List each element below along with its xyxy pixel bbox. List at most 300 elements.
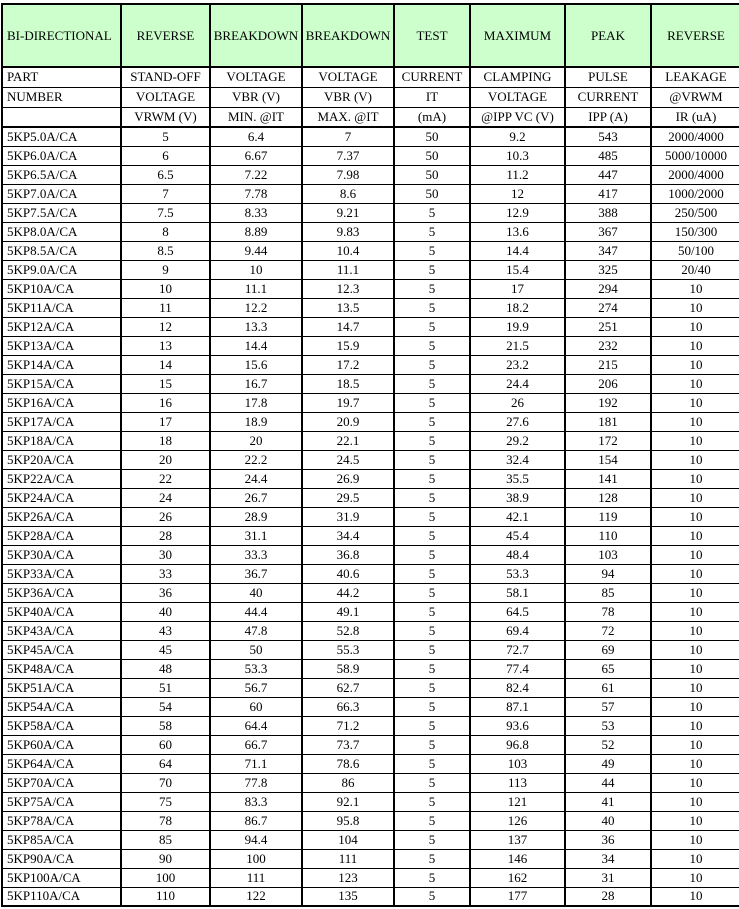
reverse-leakage-cell: 250/500: [651, 203, 739, 222]
peak-pulse-current-cell: 215: [565, 355, 651, 374]
stand-off-voltage-header: REVERSE: [121, 4, 210, 67]
peak-pulse-current-cell: 543: [565, 127, 651, 146]
peak-pulse-current-cell: 447: [565, 165, 651, 184]
peak-pulse-current-cell: 94: [565, 564, 651, 583]
vbr-min-cell: 13.3: [210, 317, 302, 336]
vbr-min-cell: 10: [210, 260, 302, 279]
stand-off-voltage-cell: 7.5: [121, 203, 210, 222]
vbr-max-header: BREAKDOWN: [302, 4, 394, 67]
clamping-voltage-cell: 82.4: [470, 678, 565, 697]
vbr-max-cell: 62.7: [302, 678, 394, 697]
stand-off-voltage-cell: 28: [121, 526, 210, 545]
clamping-voltage-cell: 38.9: [470, 488, 565, 507]
reverse-leakage-cell: 10: [651, 336, 739, 355]
vbr-min-cell: 64.4: [210, 716, 302, 735]
table-row: [2, 564, 739, 583]
reverse-leakage-cell: 10: [651, 431, 739, 450]
reverse-leakage-cell: 10: [651, 355, 739, 374]
reverse-leakage-cell: 1000/2000: [651, 184, 739, 203]
peak-pulse-current-cell: 172: [565, 431, 651, 450]
table-row: [2, 583, 739, 602]
clamping-voltage-header: @IPP VC (V): [470, 107, 565, 127]
clamping-voltage-cell: 18.2: [470, 298, 565, 317]
test-current-cell: 5: [394, 659, 470, 678]
vbr-min-cell: 16.7: [210, 374, 302, 393]
reverse-leakage-cell: 10: [651, 773, 739, 792]
stand-off-voltage-cell: 30: [121, 545, 210, 564]
stand-off-voltage-cell: 18: [121, 431, 210, 450]
reverse-leakage-cell: 10: [651, 621, 739, 640]
reverse-leakage-cell: 10: [651, 469, 739, 488]
vbr-min-cell: 22.2: [210, 450, 302, 469]
vbr-max-cell: 44.2: [302, 583, 394, 602]
clamping-voltage-cell: 32.4: [470, 450, 565, 469]
vbr-min-cell: 6.4: [210, 127, 302, 146]
peak-pulse-current-header: PEAK: [565, 4, 651, 67]
peak-pulse-current-cell: 274: [565, 298, 651, 317]
vbr-max-header: VOLTAGE: [302, 67, 394, 87]
stand-off-voltage-cell: 20: [121, 450, 210, 469]
stand-off-voltage-cell: 7: [121, 184, 210, 203]
peak-pulse-current-cell: 69: [565, 640, 651, 659]
stand-off-voltage-cell: 5: [121, 127, 210, 146]
table-header: [2, 4, 739, 127]
reverse-leakage-cell: 10: [651, 583, 739, 602]
test-current-cell: 5: [394, 716, 470, 735]
vbr-min-header: BREAKDOWN: [210, 4, 302, 67]
vbr-max-cell: 104: [302, 830, 394, 849]
reverse-leakage-cell: 10: [651, 507, 739, 526]
table-row: [2, 260, 739, 279]
table-row: [2, 127, 739, 146]
peak-pulse-current-cell: 61: [565, 678, 651, 697]
peak-pulse-current-cell: 181: [565, 412, 651, 431]
clamping-voltage-cell: 77.4: [470, 659, 565, 678]
vbr-min-cell: 60: [210, 697, 302, 716]
vbr-min-cell: 14.4: [210, 336, 302, 355]
peak-pulse-current-cell: 232: [565, 336, 651, 355]
table-row: [2, 754, 739, 773]
vbr-min-cell: 94.4: [210, 830, 302, 849]
clamping-voltage-cell: 113: [470, 773, 565, 792]
vbr-min-cell: 28.9: [210, 507, 302, 526]
vbr-min-cell: 86.7: [210, 811, 302, 830]
peak-pulse-current-cell: 41: [565, 792, 651, 811]
vbr-min-cell: 100: [210, 849, 302, 868]
peak-pulse-current-cell: 417: [565, 184, 651, 203]
reverse-leakage-header: LEAKAGE: [651, 67, 739, 87]
vbr-min-cell: 33.3: [210, 545, 302, 564]
clamping-voltage-cell: 21.5: [470, 336, 565, 355]
clamping-voltage-cell: 45.4: [470, 526, 565, 545]
reverse-leakage-cell: 10: [651, 678, 739, 697]
stand-off-voltage-cell: 11: [121, 298, 210, 317]
part-number-cell: 5KP90A/CA: [2, 849, 121, 868]
stand-off-voltage-cell: 40: [121, 602, 210, 621]
part-number-cell: 5KP12A/CA: [2, 317, 121, 336]
clamping-voltage-cell: 93.6: [470, 716, 565, 735]
vbr-max-cell: 31.9: [302, 507, 394, 526]
table-row: [2, 298, 739, 317]
part-number-cell: 5KP60A/CA: [2, 735, 121, 754]
header-group-row: [2, 4, 739, 67]
table-row: [2, 659, 739, 678]
test-current-header: (mA): [394, 107, 470, 127]
part-number-cell: 5KP6.0A/CA: [2, 146, 121, 165]
vbr-max-header: VBR (V): [302, 87, 394, 107]
clamping-voltage-cell: 58.1: [470, 583, 565, 602]
table-row: [2, 488, 739, 507]
reverse-leakage-cell: 10: [651, 545, 739, 564]
part-number-cell: 5KP54A/CA: [2, 697, 121, 716]
vbr-min-cell: 12.2: [210, 298, 302, 317]
test-current-cell: 5: [394, 564, 470, 583]
vbr-max-cell: 55.3: [302, 640, 394, 659]
peak-pulse-current-header: CURRENT: [565, 87, 651, 107]
test-current-cell: 5: [394, 393, 470, 412]
table-row: [2, 868, 739, 887]
test-current-cell: 5: [394, 222, 470, 241]
test-current-cell: 5: [394, 640, 470, 659]
test-current-cell: 5: [394, 526, 470, 545]
vbr-min-header: VOLTAGE: [210, 67, 302, 87]
test-current-cell: 50: [394, 184, 470, 203]
test-current-cell: 5: [394, 241, 470, 260]
part-number-cell: 5KP43A/CA: [2, 621, 121, 640]
clamping-voltage-cell: 177: [470, 887, 565, 906]
clamping-voltage-header: MAXIMUM: [470, 4, 565, 67]
test-current-cell: 5: [394, 849, 470, 868]
part-number-cell: 5KP58A/CA: [2, 716, 121, 735]
vbr-max-cell: 26.9: [302, 469, 394, 488]
reverse-leakage-cell: 50/100: [651, 241, 739, 260]
vbr-max-cell: 7.37: [302, 146, 394, 165]
part-number-cell: 5KP110A/CA: [2, 887, 121, 906]
test-current-cell: 5: [394, 336, 470, 355]
peak-pulse-current-cell: 34: [565, 849, 651, 868]
vbr-min-cell: 26.7: [210, 488, 302, 507]
vbr-min-cell: 71.1: [210, 754, 302, 773]
clamping-voltage-cell: 126: [470, 811, 565, 830]
test-current-cell: 5: [394, 868, 470, 887]
table-row: [2, 450, 739, 469]
peak-pulse-current-cell: 388: [565, 203, 651, 222]
clamping-voltage-cell: 11.2: [470, 165, 565, 184]
vbr-min-cell: 17.8: [210, 393, 302, 412]
stand-off-voltage-cell: 70: [121, 773, 210, 792]
header-sub-row-3: [2, 107, 739, 127]
clamping-voltage-cell: 15.4: [470, 260, 565, 279]
vbr-max-cell: 49.1: [302, 602, 394, 621]
test-current-cell: 5: [394, 754, 470, 773]
stand-off-voltage-cell: 85: [121, 830, 210, 849]
table-row: [2, 393, 739, 412]
clamping-voltage-cell: 69.4: [470, 621, 565, 640]
stand-off-voltage-cell: 15: [121, 374, 210, 393]
clamping-voltage-cell: 13.6: [470, 222, 565, 241]
vbr-min-cell: 77.8: [210, 773, 302, 792]
table-row: [2, 317, 739, 336]
test-current-cell: 5: [394, 431, 470, 450]
header-sub-row-2: [2, 87, 739, 107]
vbr-min-cell: 7.22: [210, 165, 302, 184]
stand-off-voltage-cell: 110: [121, 887, 210, 906]
clamping-voltage-cell: 103: [470, 754, 565, 773]
vbr-min-cell: 50: [210, 640, 302, 659]
clamping-voltage-cell: 12: [470, 184, 565, 203]
test-current-header: IT: [394, 87, 470, 107]
part-number-cell: 5KP36A/CA: [2, 583, 121, 602]
reverse-leakage-cell: 10: [651, 298, 739, 317]
vbr-max-cell: 9.83: [302, 222, 394, 241]
vbr-max-cell: 86: [302, 773, 394, 792]
peak-pulse-current-cell: 72: [565, 621, 651, 640]
test-current-cell: 5: [394, 811, 470, 830]
test-current-cell: 5: [394, 773, 470, 792]
vbr-max-cell: 7: [302, 127, 394, 146]
stand-off-voltage-cell: 6: [121, 146, 210, 165]
vbr-min-cell: 44.4: [210, 602, 302, 621]
test-current-cell: 5: [394, 887, 470, 906]
reverse-leakage-cell: 2000/4000: [651, 127, 739, 146]
vbr-max-cell: 34.4: [302, 526, 394, 545]
peak-pulse-current-header: PULSE: [565, 67, 651, 87]
clamping-voltage-cell: 146: [470, 849, 565, 868]
vbr-min-cell: 18.9: [210, 412, 302, 431]
peak-pulse-current-cell: 141: [565, 469, 651, 488]
vbr-min-cell: 31.1: [210, 526, 302, 545]
test-current-cell: 5: [394, 830, 470, 849]
reverse-leakage-cell: 150/300: [651, 222, 739, 241]
vbr-max-cell: 11.1: [302, 260, 394, 279]
reverse-leakage-cell: 10: [651, 317, 739, 336]
vbr-min-cell: 122: [210, 887, 302, 906]
part-number-cell: 5KP5.0A/CA: [2, 127, 121, 146]
reverse-leakage-cell: 10: [651, 754, 739, 773]
peak-pulse-current-cell: 52: [565, 735, 651, 754]
part-number-cell: 5KP40A/CA: [2, 602, 121, 621]
reverse-leakage-header: @VRWM: [651, 87, 739, 107]
test-current-cell: 5: [394, 545, 470, 564]
vbr-min-cell: 7.78: [210, 184, 302, 203]
vbr-max-cell: 135: [302, 887, 394, 906]
vbr-max-cell: 8.6: [302, 184, 394, 203]
part-number-cell: 5KP100A/CA: [2, 868, 121, 887]
stand-off-voltage-cell: 64: [121, 754, 210, 773]
stand-off-voltage-cell: 16: [121, 393, 210, 412]
stand-off-voltage-cell: 54: [121, 697, 210, 716]
table-row: [2, 716, 739, 735]
peak-pulse-current-cell: 367: [565, 222, 651, 241]
reverse-leakage-cell: 10: [651, 640, 739, 659]
table-row: [2, 640, 739, 659]
part-number-cell: 5KP10A/CA: [2, 279, 121, 298]
test-current-cell: 5: [394, 602, 470, 621]
clamping-voltage-header: CLAMPING: [470, 67, 565, 87]
part-number-cell: 5KP33A/CA: [2, 564, 121, 583]
vbr-min-cell: 47.8: [210, 621, 302, 640]
table-row: [2, 184, 739, 203]
part-number-cell: 5KP17A/CA: [2, 412, 121, 431]
table-row: [2, 222, 739, 241]
vbr-max-cell: 92.1: [302, 792, 394, 811]
peak-pulse-current-cell: 65: [565, 659, 651, 678]
part-number-cell: 5KP7.5A/CA: [2, 203, 121, 222]
vbr-min-cell: 53.3: [210, 659, 302, 678]
table-row: [2, 678, 739, 697]
peak-pulse-current-cell: 294: [565, 279, 651, 298]
test-current-cell: 5: [394, 488, 470, 507]
vbr-min-cell: 8.33: [210, 203, 302, 222]
stand-off-voltage-cell: 75: [121, 792, 210, 811]
vbr-max-cell: 58.9: [302, 659, 394, 678]
peak-pulse-current-cell: 78: [565, 602, 651, 621]
vbr-max-cell: 22.1: [302, 431, 394, 450]
part-number-cell: 5KP7.0A/CA: [2, 184, 121, 203]
test-current-cell: 50: [394, 146, 470, 165]
peak-pulse-current-cell: 251: [565, 317, 651, 336]
table-row: [2, 811, 739, 830]
part-number-header: BI-DIRECTIONAL: [2, 4, 121, 67]
peak-pulse-current-cell: 85: [565, 583, 651, 602]
reverse-leakage-cell: 10: [651, 488, 739, 507]
reverse-leakage-cell: 10: [651, 526, 739, 545]
test-current-cell: 5: [394, 203, 470, 222]
clamping-voltage-cell: 64.5: [470, 602, 565, 621]
part-number-cell: 5KP28A/CA: [2, 526, 121, 545]
test-current-cell: 50: [394, 165, 470, 184]
test-current-cell: 5: [394, 678, 470, 697]
stand-off-voltage-cell: 48: [121, 659, 210, 678]
peak-pulse-current-cell: 57: [565, 697, 651, 716]
reverse-leakage-cell: 10: [651, 868, 739, 887]
reverse-leakage-cell: 5000/10000: [651, 146, 739, 165]
test-current-cell: 5: [394, 279, 470, 298]
test-current-cell: 5: [394, 735, 470, 754]
part-number-cell: 5KP20A/CA: [2, 450, 121, 469]
vbr-max-cell: 78.6: [302, 754, 394, 773]
table-row: [2, 830, 739, 849]
table-body: [2, 127, 739, 906]
part-number-cell: 5KP18A/CA: [2, 431, 121, 450]
table-row: [2, 735, 739, 754]
table-row: [2, 203, 739, 222]
vbr-min-cell: 8.89: [210, 222, 302, 241]
clamping-voltage-cell: 14.4: [470, 241, 565, 260]
vbr-max-cell: 52.8: [302, 621, 394, 640]
stand-off-voltage-cell: 90: [121, 849, 210, 868]
part-number-cell: 5KP8.5A/CA: [2, 241, 121, 260]
stand-off-voltage-cell: 8: [121, 222, 210, 241]
stand-off-voltage-cell: 58: [121, 716, 210, 735]
test-current-cell: 5: [394, 697, 470, 716]
table-row: [2, 355, 739, 374]
stand-off-voltage-cell: 45: [121, 640, 210, 659]
header-sub-row-1: [2, 67, 739, 87]
reverse-leakage-cell: 10: [651, 564, 739, 583]
table-row: [2, 165, 739, 184]
table-row: [2, 887, 739, 906]
part-number-header: PART: [2, 67, 121, 87]
test-current-cell: 5: [394, 260, 470, 279]
test-current-cell: 5: [394, 355, 470, 374]
clamping-voltage-cell: 72.7: [470, 640, 565, 659]
part-number-cell: 5KP11A/CA: [2, 298, 121, 317]
test-current-cell: 5: [394, 792, 470, 811]
stand-off-voltage-cell: 24: [121, 488, 210, 507]
vbr-min-cell: 6.67: [210, 146, 302, 165]
stand-off-voltage-cell: 78: [121, 811, 210, 830]
reverse-leakage-cell: 10: [651, 792, 739, 811]
vbr-max-cell: 14.7: [302, 317, 394, 336]
clamping-voltage-cell: 48.4: [470, 545, 565, 564]
stand-off-voltage-cell: 6.5: [121, 165, 210, 184]
stand-off-voltage-cell: 33: [121, 564, 210, 583]
part-number-cell: 5KP75A/CA: [2, 792, 121, 811]
clamping-voltage-cell: 19.9: [470, 317, 565, 336]
peak-pulse-current-cell: 49: [565, 754, 651, 773]
stand-off-voltage-header: VRWM (V): [121, 107, 210, 127]
peak-pulse-current-cell: 347: [565, 241, 651, 260]
vbr-min-cell: 56.7: [210, 678, 302, 697]
peak-pulse-current-cell: 103: [565, 545, 651, 564]
stand-off-voltage-cell: 22: [121, 469, 210, 488]
table-row: [2, 336, 739, 355]
stand-off-voltage-header: VOLTAGE: [121, 87, 210, 107]
table-row: [2, 602, 739, 621]
reverse-leakage-cell: 10: [651, 393, 739, 412]
stand-off-voltage-header: STAND-OFF: [121, 67, 210, 87]
vbr-max-cell: 15.9: [302, 336, 394, 355]
clamping-voltage-cell: 12.9: [470, 203, 565, 222]
clamping-voltage-cell: 23.2: [470, 355, 565, 374]
clamping-voltage-cell: 10.3: [470, 146, 565, 165]
reverse-leakage-cell: 10: [651, 602, 739, 621]
part-number-cell: 5KP15A/CA: [2, 374, 121, 393]
part-number-cell: 5KP45A/CA: [2, 640, 121, 659]
vbr-min-header: MIN. @IT: [210, 107, 302, 127]
stand-off-voltage-cell: 12: [121, 317, 210, 336]
vbr-min-cell: 24.4: [210, 469, 302, 488]
vbr-max-cell: 9.21: [302, 203, 394, 222]
clamping-voltage-header: VOLTAGE: [470, 87, 565, 107]
peak-pulse-current-cell: 485: [565, 146, 651, 165]
part-number-cell: 5KP24A/CA: [2, 488, 121, 507]
clamping-voltage-cell: 24.4: [470, 374, 565, 393]
part-number-cell: 5KP14A/CA: [2, 355, 121, 374]
vbr-max-cell: 24.5: [302, 450, 394, 469]
vbr-max-cell: 36.8: [302, 545, 394, 564]
part-number-header: NUMBER: [2, 87, 121, 107]
reverse-leakage-cell: 20/40: [651, 260, 739, 279]
stand-off-voltage-cell: 13: [121, 336, 210, 355]
part-number-cell: 5KP22A/CA: [2, 469, 121, 488]
part-number-cell: 5KP26A/CA: [2, 507, 121, 526]
stand-off-voltage-cell: 26: [121, 507, 210, 526]
vbr-max-cell: 10.4: [302, 241, 394, 260]
peak-pulse-current-cell: 110: [565, 526, 651, 545]
table-row: [2, 241, 739, 260]
reverse-leakage-cell: 10: [651, 887, 739, 906]
table-row: [2, 469, 739, 488]
vbr-min-cell: 40: [210, 583, 302, 602]
table-row: [2, 792, 739, 811]
clamping-voltage-cell: 42.1: [470, 507, 565, 526]
clamping-voltage-cell: 35.5: [470, 469, 565, 488]
stand-off-voltage-cell: 10: [121, 279, 210, 298]
clamping-voltage-cell: 53.3: [470, 564, 565, 583]
clamping-voltage-cell: 29.2: [470, 431, 565, 450]
